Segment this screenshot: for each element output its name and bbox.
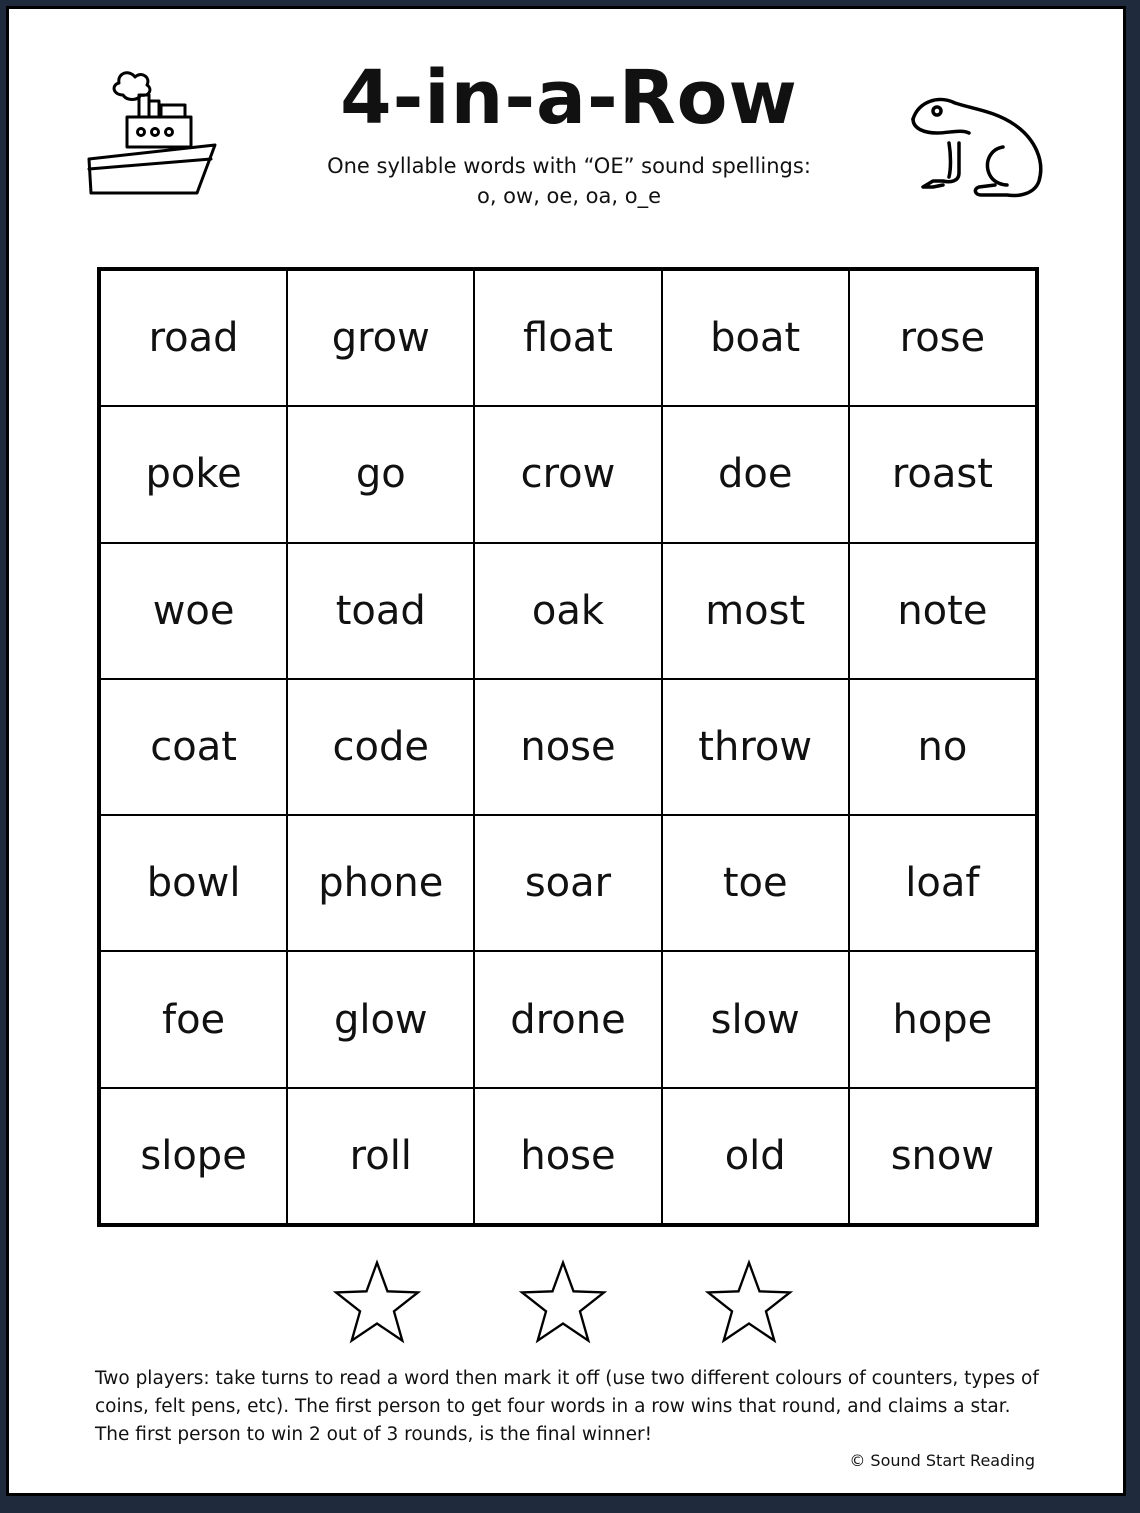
word-cell[interactable]: boat xyxy=(662,270,849,406)
word-cell[interactable]: woe xyxy=(100,543,287,679)
word-cell[interactable]: snow xyxy=(849,1088,1036,1224)
word-cell[interactable]: road xyxy=(100,270,287,406)
word-cell[interactable]: float xyxy=(474,270,661,406)
page-title: 4-in-a-Row xyxy=(340,55,798,141)
word-cell[interactable]: toe xyxy=(662,815,849,951)
word-cell[interactable]: old xyxy=(662,1088,849,1224)
game-rules: Two players: take turns to read a word then mark it off (use two different colours of counters, types of coins, felt pens, etc). The first person to get four words in a row wins that round, and claims a star. The first person to win 2 out of 3 rounds, is the final winner! xyxy=(95,1368,1039,1445)
word-cell[interactable]: foe xyxy=(100,951,287,1087)
word-cell[interactable]: coat xyxy=(100,679,287,815)
word-cell[interactable]: rose xyxy=(849,270,1036,406)
word-cell[interactable]: soar xyxy=(474,815,661,951)
word-cell[interactable]: doe xyxy=(662,406,849,542)
word-cell[interactable]: phone xyxy=(287,815,474,951)
word-cell[interactable]: roll xyxy=(287,1088,474,1224)
word-cell[interactable]: nose xyxy=(474,679,661,815)
word-cell[interactable]: hose xyxy=(474,1088,661,1224)
word-cell[interactable]: crow xyxy=(474,406,661,542)
star-row xyxy=(329,1257,809,1347)
worksheet-page xyxy=(6,6,1126,1496)
word-cell[interactable]: grow xyxy=(287,270,474,406)
word-cell[interactable]: toad xyxy=(287,543,474,679)
word-grid xyxy=(97,267,1039,1227)
star-icon[interactable] xyxy=(701,1257,797,1347)
subtitle-line-1: One syllable words with “OE” sound spellings: xyxy=(327,154,811,178)
word-cell[interactable]: glow xyxy=(287,951,474,1087)
word-cell[interactable]: note xyxy=(849,543,1036,679)
word-cell[interactable]: poke xyxy=(100,406,287,542)
word-cell[interactable]: roast xyxy=(849,406,1036,542)
word-cell[interactable]: most xyxy=(662,543,849,679)
subtitle-line-2: o, ow, oe, oa, o_e xyxy=(476,184,662,208)
word-cell[interactable]: bowl xyxy=(100,815,287,951)
word-cell[interactable]: oak xyxy=(474,543,661,679)
star-icon[interactable] xyxy=(515,1257,611,1347)
word-cell[interactable]: slow xyxy=(662,951,849,1087)
word-cell[interactable]: loaf xyxy=(849,815,1036,951)
word-cell[interactable]: throw xyxy=(662,679,849,815)
star-icon[interactable] xyxy=(329,1257,425,1347)
copyright-notice: © Sound Start Reading xyxy=(849,1451,1035,1470)
word-cell[interactable]: go xyxy=(287,406,474,542)
word-cell[interactable]: slope xyxy=(100,1088,287,1224)
frog-icon xyxy=(903,89,1047,201)
word-cell[interactable]: no xyxy=(849,679,1036,815)
word-cell[interactable]: hope xyxy=(849,951,1036,1087)
word-cell[interactable]: drone xyxy=(474,951,661,1087)
word-cell[interactable]: code xyxy=(287,679,474,815)
